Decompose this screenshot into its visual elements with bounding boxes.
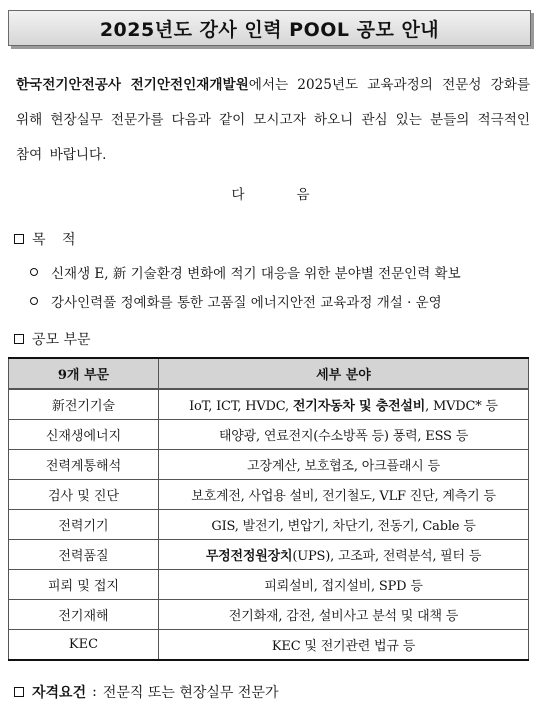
field-category: 신재생에너지 (9, 420, 159, 450)
field-detail (159, 510, 529, 540)
field-category: 新전기기술 (9, 389, 159, 420)
purpose-bullet-1 (30, 262, 461, 282)
dda-left: 다 (231, 187, 245, 203)
field-detail-pre: 보호계전, 사업용 설비, 전기철도, VLF 진단, 계측기 등 (191, 489, 496, 504)
field-detail (159, 389, 529, 420)
table-row (9, 510, 529, 540)
field-detail (159, 480, 529, 510)
title-banner (8, 10, 531, 46)
field-detail (159, 420, 529, 450)
checkbox-square-icon (14, 334, 24, 344)
field-detail-post: (UPS), 고조파, 전력분석, 필터 등 (292, 549, 482, 564)
table-row (9, 600, 529, 630)
table-row (9, 630, 529, 661)
table-row (9, 540, 529, 570)
purpose-bullet-text: 신재생 E, 新 기술환경 변화에 적기 대응을 위한 분야별 전문인력 확보 (51, 266, 461, 282)
column-header-detail: 세부 분야 (159, 358, 529, 389)
table-header-row (9, 358, 529, 389)
checkbox-square-icon (14, 234, 24, 244)
field-detail (159, 570, 529, 600)
table-row (9, 450, 529, 480)
intro-paragraph (16, 68, 530, 173)
field-detail (159, 450, 529, 480)
field-category: 전력품질 (9, 540, 159, 570)
intro-line2: 강화를 위해 현장실무 전문가를 다음과 같이 모시고자 하오니 관심 있는 분들의 (16, 77, 530, 128)
field-detail-pre: 태양광, 연료전지(수소방폭 등) 풍력, ESS 등 (218, 429, 469, 444)
qualification-heading: 자격요건 (32, 685, 87, 701)
field-detail-pre: KEC 및 전기관련 법규 등 (271, 639, 416, 654)
table-row (9, 570, 529, 600)
intro-org: 한국전기안전공사 전기안전인재개발원 (16, 77, 249, 93)
fields-section-heading (14, 329, 91, 349)
table-row (9, 480, 529, 510)
circle-bullet-icon (30, 297, 38, 305)
purpose-bullet-text: 강사인력풀 정예화를 통한 고품질 에너지안전 교육과정 개설 · 운영 (51, 295, 442, 311)
field-detail-pre: 전기화재, 감전, 설비사고 분석 및 대책 등 (228, 609, 459, 624)
purpose-section-heading (14, 229, 82, 249)
dda-right: 음 (296, 187, 310, 203)
column-header-category: 9개 부문 (9, 358, 159, 389)
field-detail-pre: GIS, 발전기, 변압기, 차단기, 전동기, Cable 등 (211, 519, 476, 534)
field-category: 전력기기 (9, 510, 159, 540)
field-detail-pre: IoT, ICT, HVDC, (189, 399, 293, 414)
field-category: 전기재해 (9, 600, 159, 630)
fields-table-body (9, 389, 529, 660)
circle-bullet-icon (30, 268, 38, 276)
fields-heading-text: 공모 부문 (32, 332, 91, 348)
purpose-bullet-2 (30, 291, 442, 311)
checkbox-square-icon (14, 687, 24, 697)
field-detail-pre: 피뢰설비, 접지설비, SPD 등 (264, 579, 423, 594)
dda-heading (0, 183, 541, 203)
fields-table (8, 357, 529, 661)
field-detail (159, 540, 529, 570)
qualification-colon: : (92, 684, 97, 700)
field-category: 피뢰 및 접지 (9, 570, 159, 600)
purpose-heading-text: 목 적 (32, 232, 82, 248)
field-detail-post: , MVDC* 등 (425, 399, 498, 414)
field-category: 검사 및 진단 (9, 480, 159, 510)
field-detail-pre: 고장계산, 보호협조, 아크플래시 등 (247, 459, 440, 474)
field-detail (159, 630, 529, 661)
intro-line1: 에서는 2025년도 교육과정의 전문성 (248, 77, 482, 93)
field-detail-bold: 무정전정원장치 (205, 549, 293, 564)
field-category: 전력계통해석 (9, 450, 159, 480)
qualification-section (14, 682, 278, 702)
intro-line3: 적극적인 참여 바랍니다. (16, 112, 531, 163)
qualification-text: 전문직 또는 현장실무 전문가 (102, 685, 279, 701)
field-detail-bold: 전기자동차 및 충전설비 (292, 399, 426, 414)
field-category: KEC (9, 630, 159, 661)
table-row (9, 420, 529, 450)
field-detail (159, 600, 529, 630)
table-row (9, 389, 529, 420)
page-title: 2025년도 강사 인력 POOL 공모 안내 (99, 18, 440, 41)
